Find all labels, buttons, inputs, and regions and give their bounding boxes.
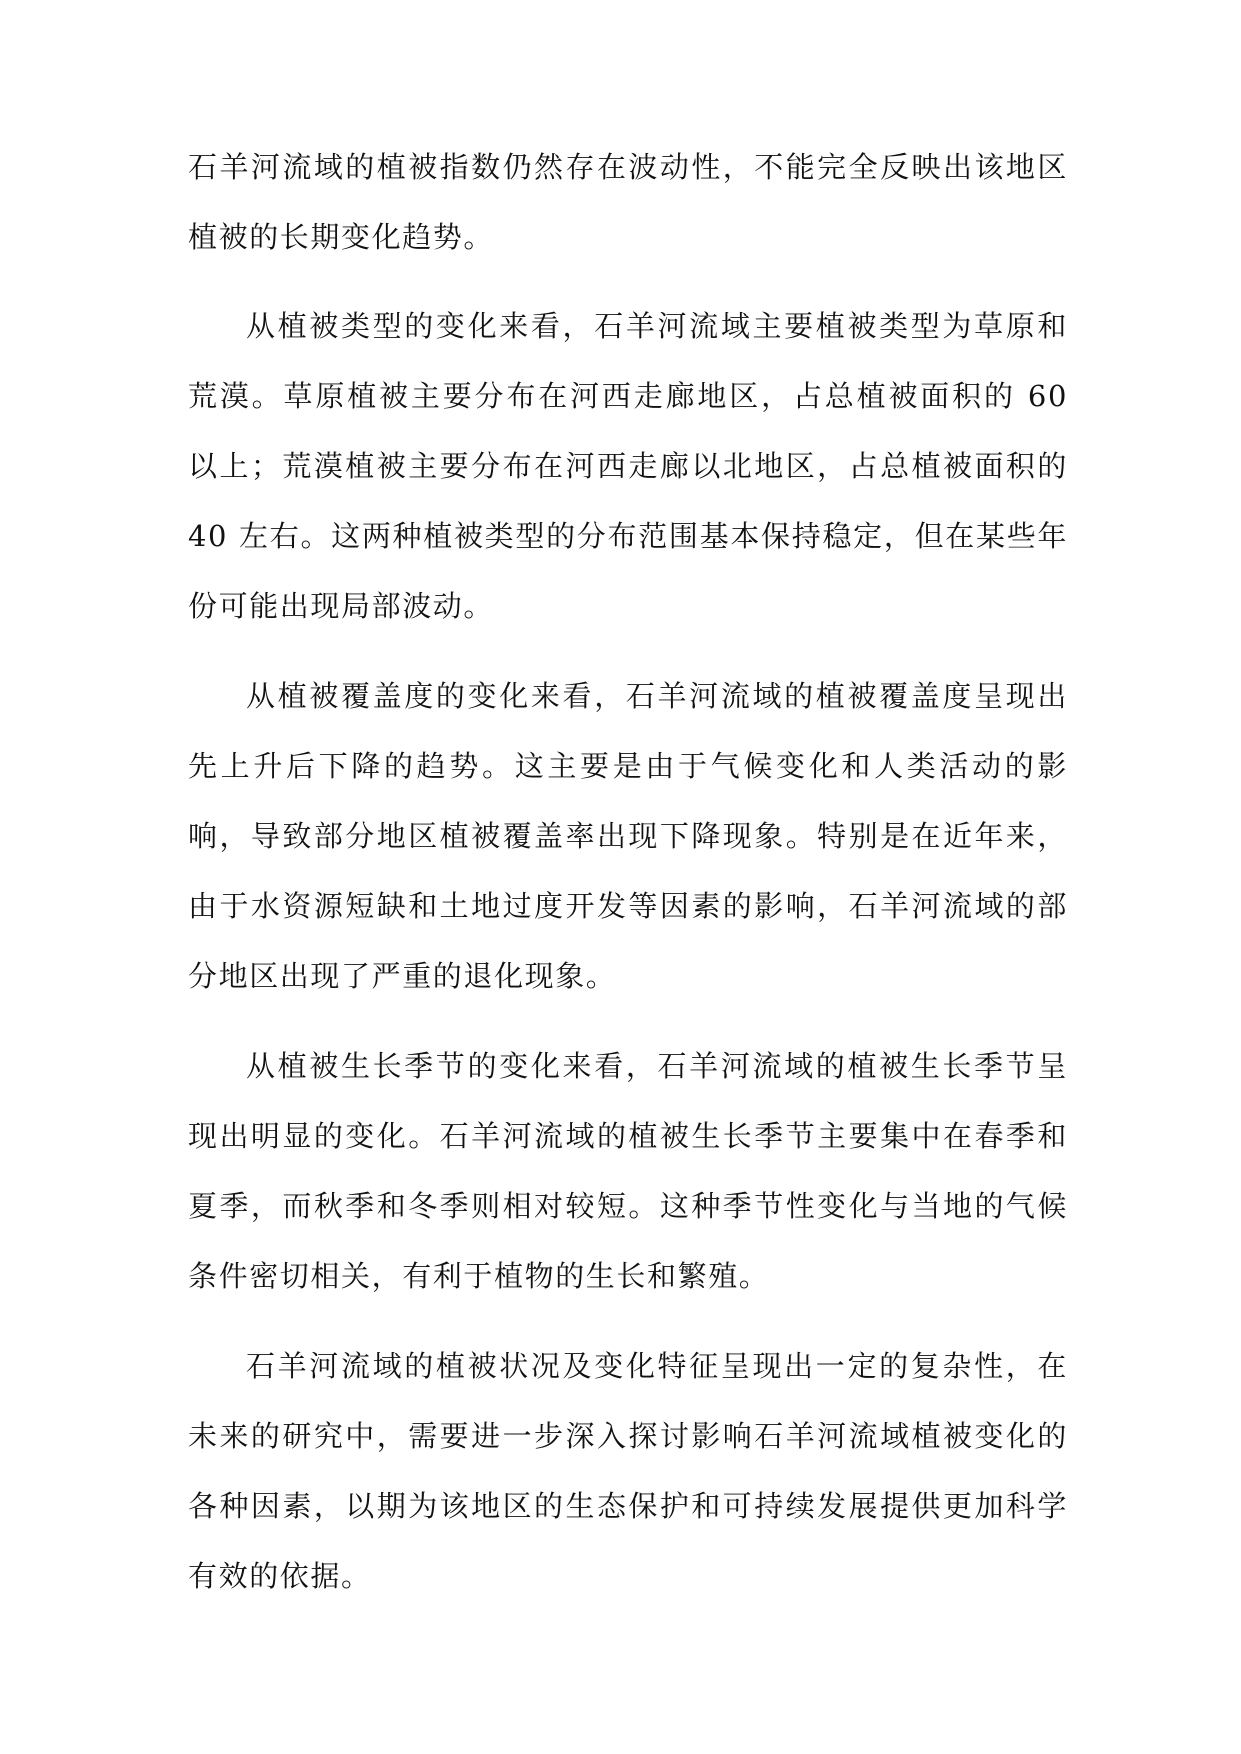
paragraph-coverage	[188, 661, 1068, 1011]
paragraph-text: 从植被覆盖度的变化来看，石羊河流域的植被覆盖度呈现出先上升后下降的趋势。这主要是由于气候变化和人类活动的影响，导致部分地区植被覆盖率出现下降现象。特别是在近年来，由于水资源短缺和土地过度开发等因素的影响，石羊河流域的部分地区出现了严重的退化现象。	[188, 679, 1068, 993]
paragraph-continued	[188, 132, 1068, 272]
paragraph-text: 从植被类型的变化来看，石羊河流域主要植被类型为草原和荒漠。草原植被主要分布在河西走廊地区，占总植被面积的 60 以上；荒漠植被主要分布在河西走廊以北地区，占总植被面积的 40 左右。这两种植被类型的分布范围基本保持稳定，但在某些年份可能出现局部波动。	[188, 309, 1068, 623]
paragraph-text: 石羊河流域的植被状况及变化特征呈现出一定的复杂性，在未来的研究中，需要进一步深入探讨影响石羊河流域植被变化的各种因素，以期为该地区的生态保护和可持续发展提供更加科学有效的依据。	[188, 1349, 1068, 1593]
paragraph-conclusion	[188, 1331, 1068, 1611]
paragraph-text: 从植被生长季节的变化来看，石羊河流域的植被生长季节呈现出明显的变化。石羊河流域的植被生长季节主要集中在春季和夏季，而秋季和冬季则相对较短。这种季节性变化与当地的气候条件密切相关，有利于植物的生长和繁殖。	[188, 1049, 1068, 1293]
paragraph-vegetation-type	[188, 291, 1068, 641]
paragraph-growing-season	[188, 1031, 1068, 1311]
paragraph-text: 石羊河流域的植被指数仍然存在波动性，不能完全反映出该地区植被的长期变化趋势。	[188, 150, 1068, 254]
